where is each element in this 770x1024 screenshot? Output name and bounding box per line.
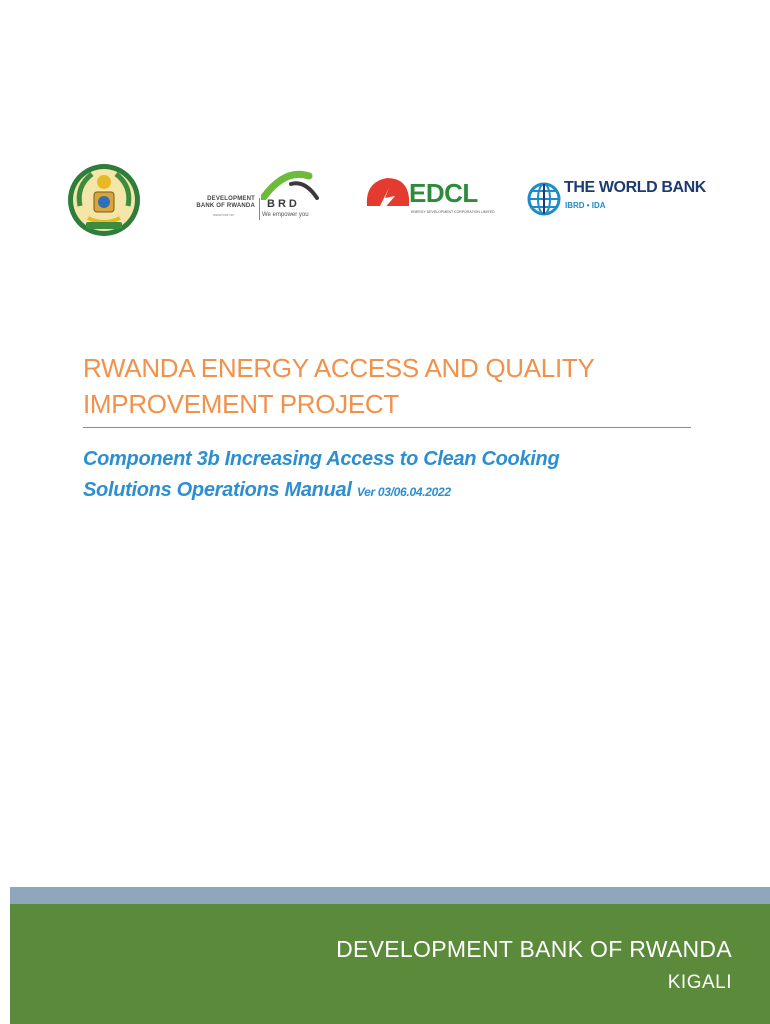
world-bank-globe-icon — [527, 176, 561, 227]
world-bank-logo — [527, 176, 706, 226]
brd-name — [183, 196, 255, 210]
brd-letters: BRD — [267, 198, 300, 210]
footer-organization: DEVELOPMENT BANK OF RWANDA — [336, 936, 732, 962]
edcl-letters: EDCL — [409, 178, 478, 208]
partner-logos — [0, 160, 770, 240]
world-bank-subtitle: IBRD • IDA — [565, 201, 606, 210]
rwanda-coat-of-arms-icon — [66, 162, 142, 238]
brd-website: www.brd.rw — [213, 212, 234, 217]
brd-name-line-2: BANK OF RWANDA — [196, 203, 255, 209]
footer-city: KIGALI — [667, 972, 732, 993]
document-subtitle-line-1: Component 3b Increasing Access to Clean Cooking — [83, 448, 560, 470]
document-title — [83, 350, 703, 422]
document-subtitle-line-2-text: Solutions Operations Manual — [83, 479, 352, 501]
version-label: Ver 03/06.04.2022 — [356, 485, 451, 499]
document-subtitle — [83, 444, 703, 508]
brd-divider — [259, 198, 260, 220]
edcl-subtitle: ENERGY DEVELOPMENT CORPORATION LIMITED — [411, 210, 495, 214]
footer-accent-strip — [10, 887, 770, 904]
edcl-logo — [365, 174, 495, 224]
title-divider — [83, 427, 691, 428]
world-bank-title: THE WORLD BANK — [564, 179, 706, 196]
document-title-line-1: RWANDA ENERGY ACCESS AND QUALITY — [83, 353, 595, 383]
document-title-line-2: IMPROVEMENT PROJECT — [83, 389, 399, 419]
brd-name-line-1: DEVELOPMENT — [207, 196, 255, 202]
brd-logo — [183, 168, 318, 228]
document-subtitle-line-2 — [83, 475, 703, 508]
brd-tagline: We empower you — [262, 212, 309, 218]
edcl-flame-icon — [365, 176, 409, 217]
footer-band — [10, 904, 770, 1024]
